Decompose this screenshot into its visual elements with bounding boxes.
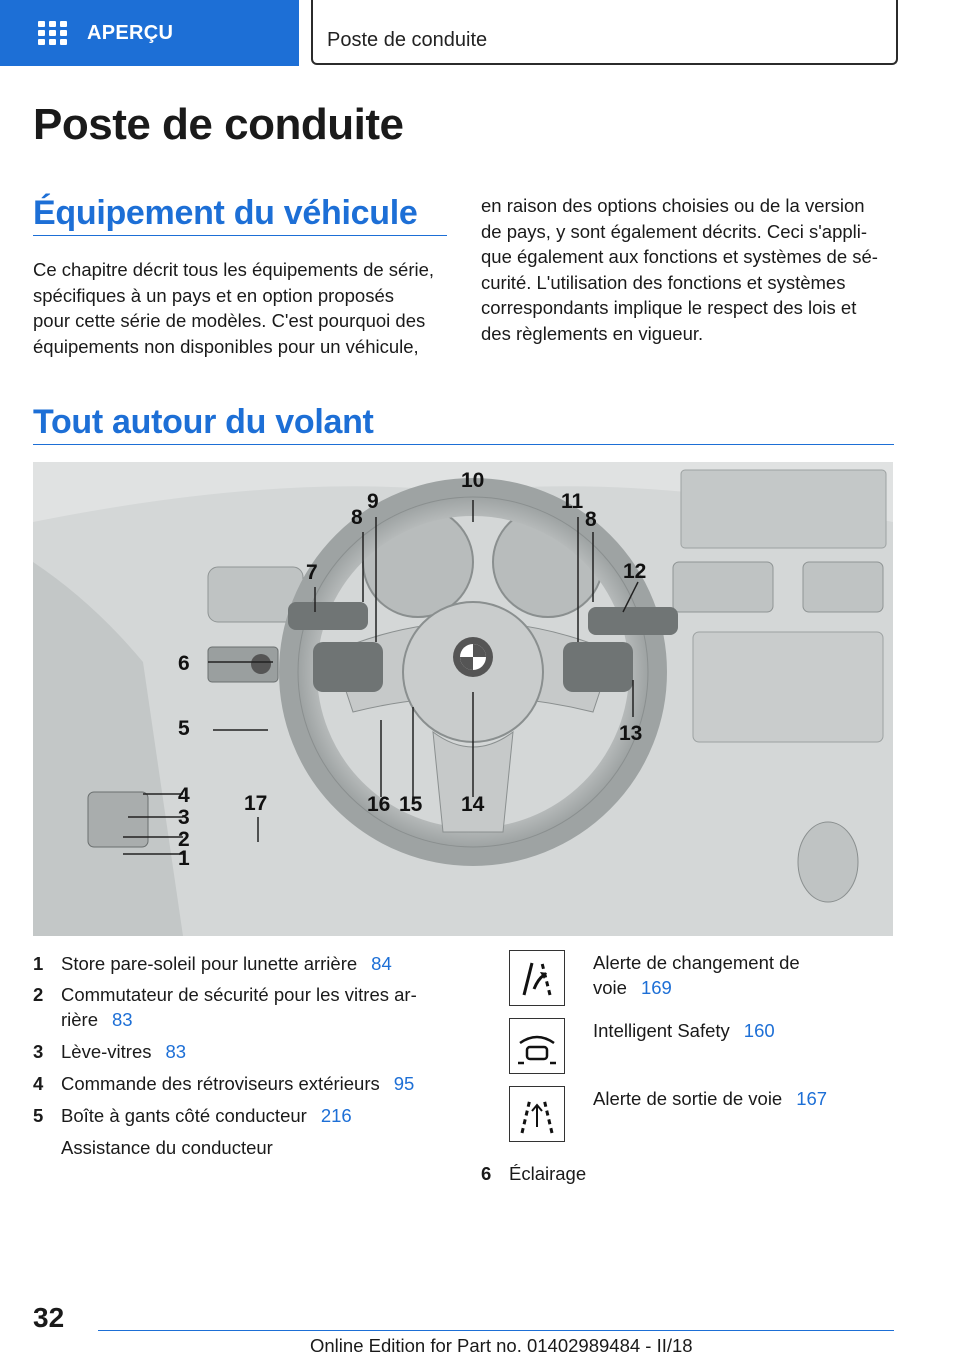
overview-tab[interactable] — [0, 0, 299, 66]
legend-subheading: Assistance du conducteur — [61, 1137, 273, 1158]
intro-right-column: en raison des options choisies ou de la version de pays, y sont également décrits. Ceci s'appli- que également aux fonctions et systèmes de sé- curité. L'utilisation des fonctions et systèmes correspondants implique le respect des lois et des règlements en vigueur. — [481, 195, 878, 344]
callout-5: 5 — [178, 717, 190, 740]
grid-menu-icon — [38, 21, 67, 45]
callout-15: 15 — [399, 793, 423, 816]
legend-item-6: 6 Éclairage — [481, 1163, 587, 1184]
legend-lane-change: Alerte de changement de voie 169 — [593, 952, 800, 998]
callout-1: 1 — [178, 847, 190, 870]
section-divider — [33, 235, 447, 236]
overview-tab-label: APERÇU — [87, 21, 174, 44]
section-title-steering: Tout autour du volant — [33, 403, 374, 441]
intelligent-safety-icon — [509, 1018, 565, 1074]
page-number: 32 — [33, 1302, 65, 1333]
page-ref-link[interactable]: 167 — [796, 1088, 828, 1109]
callout-9: 9 — [367, 490, 379, 513]
callout-12: 12 — [623, 560, 647, 583]
page-ref-link[interactable]: 95 — [393, 1073, 415, 1094]
section-title-equipment: Équipement du véhicule — [33, 194, 418, 232]
page-ref-link[interactable]: 169 — [640, 977, 672, 998]
intro-left-column: Ce chapitre décrit tous les équipements de série, spécifiques à un pays et en option proposés pour cette série de modèles. C'est pourquoi des équipements non disponibles pour un véhicule, — [33, 259, 435, 357]
footer-divider — [98, 1330, 894, 1331]
page-ref-link[interactable]: 160 — [743, 1020, 775, 1041]
callout-2: 2 — [178, 828, 190, 851]
legend-item-2: 2 Commutateur de sécurité pour les vitres ar- rière 83 — [33, 984, 417, 1030]
page-ref-link[interactable]: 84 — [371, 953, 392, 974]
breadcrumb-label: Poste de conduite — [327, 29, 488, 51]
edition-note: Online Edition for Part no. 01402989484 - II/18 — [310, 1335, 693, 1356]
callout-6: 6 — [178, 652, 190, 675]
lane-departure-warning-icon — [509, 1086, 565, 1142]
section-divider — [33, 444, 894, 445]
legend-lane-departure: Alerte de sortie de voie 167 — [593, 1088, 828, 1109]
callout-16: 16 — [367, 793, 391, 816]
legend-item-4: 4 Commande des rétroviseurs extérieurs 95 — [33, 1073, 415, 1094]
callout-13: 13 — [619, 722, 643, 745]
page-ref-link[interactable]: 216 — [320, 1105, 352, 1126]
callout-3: 3 — [178, 806, 190, 829]
breadcrumb[interactable] — [311, 0, 898, 65]
cockpit-illustration — [33, 462, 893, 936]
legend-item-5: 5 Boîte à gants côté conducteur 216 — [33, 1105, 352, 1126]
callout-11: 11 — [561, 490, 584, 513]
callout-7: 7 — [306, 561, 318, 584]
callout-17: 17 — [244, 792, 268, 815]
legend-item-1: 1 Store pare-soleil pour lunette arrière 84 — [33, 953, 392, 974]
legend-item-3: 3 Lève-vitres 83 — [33, 1041, 187, 1062]
page-ref-link[interactable]: 83 — [165, 1041, 187, 1062]
page-ref-link[interactable]: 83 — [112, 1009, 133, 1030]
callout-14: 14 — [461, 793, 485, 816]
legend-intelligent-safety: Intelligent Safety 160 — [593, 1020, 775, 1041]
callout-8-right: 8 — [585, 508, 597, 531]
callout-4: 4 — [178, 784, 190, 807]
callout-8-left: 8 — [351, 506, 363, 529]
callout-10: 10 — [461, 469, 485, 492]
page-title: Poste de conduite — [33, 100, 404, 149]
lane-change-warning-icon — [509, 950, 565, 1006]
